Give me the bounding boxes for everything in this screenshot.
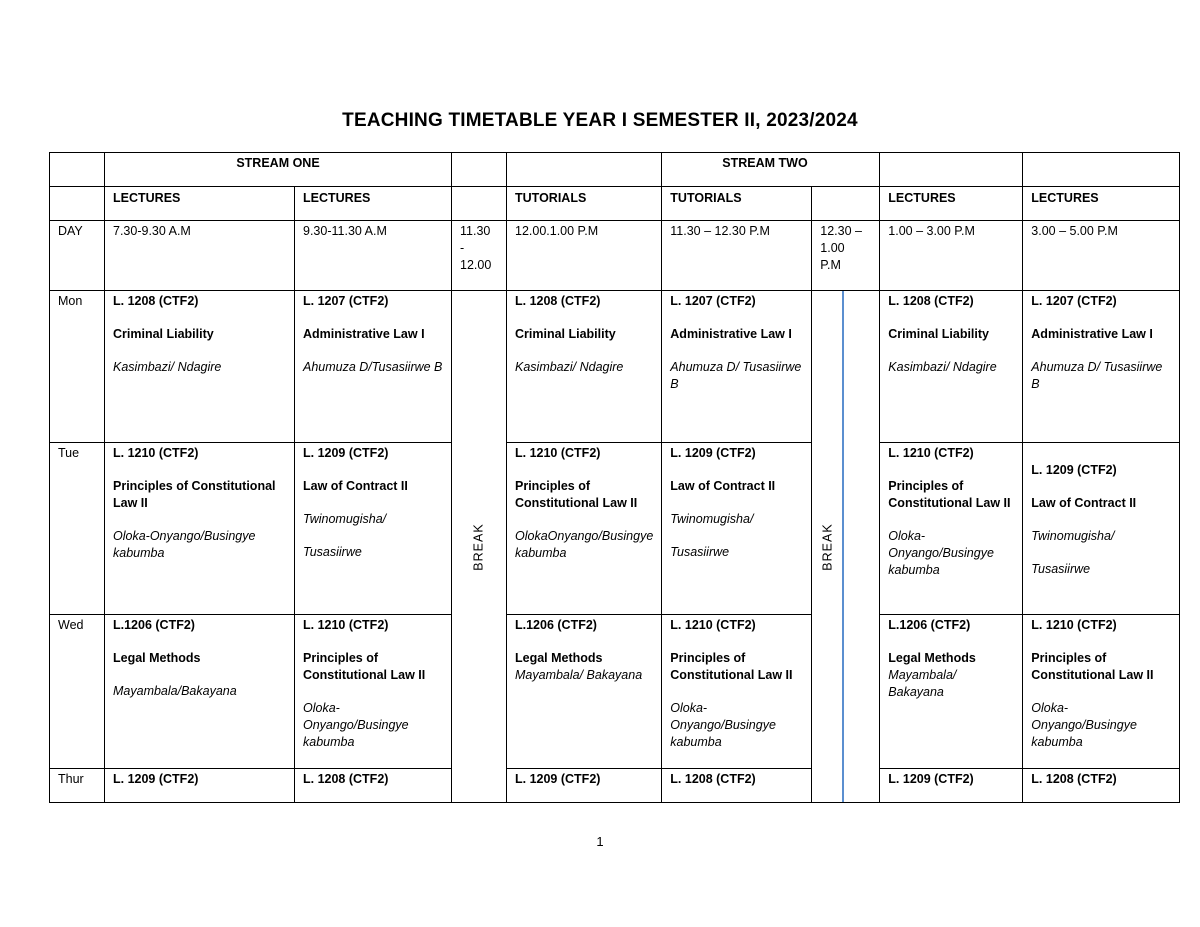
course-code: L. 1209 (CTF2) — [888, 772, 974, 786]
time-slot — [812, 221, 880, 291]
stream-one-header: STREAM ONE — [105, 153, 452, 187]
lecturer: Oloka-Onyango/Busingye kabumba — [113, 529, 256, 560]
day-label: Wed — [50, 615, 105, 769]
lecturer: Twinomugisha/ — [670, 512, 754, 526]
lecturer: Oloka-Onyango/Busingye kabumba — [303, 701, 409, 749]
stream-header-row — [50, 153, 1180, 187]
course-name: Principles of Constitutional Law II — [515, 479, 638, 510]
time-slot: 3.00 – 5.00 P.M — [1023, 221, 1180, 291]
course-code: L. 1209 (CTF2) — [303, 446, 389, 460]
lecturer: Kasimbazi/ Ndagire — [113, 360, 222, 374]
course-name: Criminal Liability — [113, 327, 214, 341]
course-name: Law of Contract II — [670, 479, 776, 493]
class-cell — [105, 291, 295, 443]
course-code: L. 1209 (CTF2) — [670, 446, 756, 460]
class-cell — [662, 443, 812, 615]
lecturer: Tusasiirwe — [670, 545, 730, 559]
class-cell — [880, 615, 1023, 769]
lectures-header: LECTURES — [295, 187, 452, 221]
empty-cell — [50, 187, 105, 221]
lectures-header: LECTURES — [1023, 187, 1180, 221]
course-name: Principles of Constitutional Law II — [670, 651, 793, 682]
time-part: P.M — [820, 258, 841, 272]
course-code: L. 1210 (CTF2) — [670, 618, 756, 632]
course-code: L. 1208 (CTF2) — [303, 772, 389, 786]
course-code: L.1206 (CTF2) — [515, 618, 597, 632]
course-code: L. 1210 (CTF2) — [515, 446, 601, 460]
day-row-thursday — [50, 769, 1180, 803]
day-label: Tue — [50, 443, 105, 615]
course-code: L. 1207 (CTF2) — [1031, 294, 1117, 308]
course-code: L. 1208 (CTF2) — [670, 772, 756, 786]
break-label: BREAK — [471, 522, 486, 571]
lecturer: Tusasiirwe — [1031, 562, 1091, 576]
time-part: - — [460, 241, 465, 255]
empty-cell — [880, 153, 1023, 187]
break-column-two — [812, 291, 880, 803]
course-name: Legal Methods — [515, 651, 603, 665]
course-code: L.1206 (CTF2) — [113, 618, 195, 632]
lecturer: Ahumuza D/ Tusasiirwe B — [1031, 360, 1163, 391]
lecturer: Mayambala/ Bakayana — [888, 668, 957, 699]
lecturer: Ahumuza D/ Tusasiirwe B — [670, 360, 802, 391]
tutorials-header: TUTORIALS — [662, 187, 812, 221]
class-cell — [880, 769, 1023, 803]
timetable — [49, 152, 1180, 803]
class-cell — [105, 769, 295, 803]
course-name: Legal Methods — [888, 651, 976, 665]
lectures-header: LECTURES — [105, 187, 295, 221]
class-cell — [1023, 291, 1180, 443]
class-cell — [295, 615, 452, 769]
class-cell — [1023, 615, 1180, 769]
lectures-header: LECTURES — [880, 187, 1023, 221]
course-code: L. 1209 (CTF2) — [515, 772, 601, 786]
time-part: 11.30 — [460, 224, 491, 238]
class-cell — [295, 769, 452, 803]
course-name: Principles of Constitutional Law II — [1031, 651, 1154, 682]
lecturer: Twinomugisha/ — [303, 512, 387, 526]
class-cell — [105, 443, 295, 615]
time-slot: 1.00 – 3.00 P.M — [880, 221, 1023, 291]
class-cell — [295, 291, 452, 443]
lecturer: OlokaOnyango/Busingye kabumba — [515, 529, 654, 560]
course-code: L. 1207 (CTF2) — [670, 294, 756, 308]
course-name: Legal Methods — [113, 651, 201, 665]
class-cell — [662, 769, 812, 803]
course-name: Administrative Law I — [670, 327, 792, 341]
empty-cell — [452, 187, 507, 221]
course-name: Principles of Constitutional Law II — [888, 479, 1011, 510]
time-slot: 7.30-9.30 A.M — [105, 221, 295, 291]
class-cell — [662, 291, 812, 443]
lecturer: Oloka-Onyango/Busingye kabumba — [670, 701, 776, 749]
course-name: Law of Contract II — [1031, 496, 1137, 510]
course-name: Criminal Liability — [515, 327, 616, 341]
break-divider-line — [842, 291, 844, 802]
day-label: Thur — [50, 769, 105, 803]
class-cell — [105, 615, 295, 769]
empty-cell — [1023, 153, 1180, 187]
class-cell — [1023, 443, 1180, 615]
course-code: L. 1208 (CTF2) — [515, 294, 601, 308]
page-title: TEACHING TIMETABLE YEAR I SEMESTER II, 2023/2024 — [342, 110, 858, 131]
course-name: Law of Contract II — [303, 479, 408, 493]
time-slot: 12.00.1.00 P.M — [507, 221, 662, 291]
course-code: L. 1210 (CTF2) — [303, 618, 389, 632]
lecturer: Mayambala/Bakayana — [113, 684, 237, 698]
lecturer: Tusasiirwe — [303, 545, 362, 559]
day-row-tuesday — [50, 443, 1180, 615]
lecturer: Twinomugisha/ — [1031, 529, 1115, 543]
time-slot: 11.30 – 12.30 P.M — [662, 221, 812, 291]
time-part: 1.00 — [820, 241, 845, 255]
class-cell — [507, 769, 662, 803]
time-part: 12.00 — [460, 258, 492, 272]
class-cell — [507, 443, 662, 615]
course-name: Criminal Liability — [888, 327, 989, 341]
course-code: L. 1210 (CTF2) — [1031, 618, 1117, 632]
course-name: Principles of Constitutional Law II — [303, 651, 426, 682]
day-header: DAY — [50, 221, 105, 291]
class-cell — [507, 615, 662, 769]
class-cell — [295, 443, 452, 615]
day-row-monday — [50, 291, 1180, 443]
empty-cell — [507, 153, 662, 187]
lecturer: Ahumuza D/Tusasiirwe B — [303, 360, 443, 374]
time-part: 12.30 – — [820, 224, 862, 238]
session-type-row — [50, 187, 1180, 221]
lecturer: Kasimbazi/ Ndagire — [888, 360, 997, 374]
lecturer: Oloka-Onyango/Busingye kabumba — [1031, 701, 1137, 749]
course-code: L. 1210 (CTF2) — [113, 446, 199, 460]
day-row-wednesday — [50, 615, 1180, 769]
course-code: L. 1210 (CTF2) — [888, 446, 974, 460]
stream-two-header: STREAM TWO — [662, 153, 880, 187]
course-code: L. 1208 (CTF2) — [888, 294, 974, 308]
time-row — [50, 221, 1180, 291]
course-name: Administrative Law I — [1031, 327, 1153, 341]
course-name: Principles of Constitutional Law II — [113, 479, 276, 510]
course-code: L. 1209 (CTF2) — [1031, 463, 1117, 477]
course-code: L. 1208 (CTF2) — [1031, 772, 1117, 786]
time-slot — [452, 221, 507, 291]
tutorials-header: TUTORIALS — [507, 187, 662, 221]
course-name: Administrative Law I — [303, 327, 425, 341]
time-slot: 9.30-11.30 A.M — [295, 221, 452, 291]
class-cell — [880, 291, 1023, 443]
lecturer: Mayambala/ Bakayana — [515, 668, 643, 682]
empty-cell — [812, 187, 880, 221]
course-code: L. 1209 (CTF2) — [113, 772, 199, 786]
empty-cell — [452, 153, 507, 187]
class-cell — [662, 615, 812, 769]
class-cell — [507, 291, 662, 443]
break-label: BREAK — [820, 522, 835, 571]
course-code: L. 1207 (CTF2) — [303, 294, 389, 308]
course-code: L.1206 (CTF2) — [888, 618, 971, 632]
class-cell — [1023, 769, 1180, 803]
lecturer: Kasimbazi/ Ndagire — [515, 360, 624, 374]
class-cell — [880, 443, 1023, 615]
break-column-one — [452, 291, 507, 803]
page-number: 1 — [596, 834, 604, 849]
day-label: Mon — [50, 291, 105, 443]
empty-cell — [50, 153, 105, 187]
course-code: L. 1208 (CTF2) — [113, 294, 199, 308]
lecturer: Oloka-Onyango/Busingye kabumba — [888, 529, 994, 577]
